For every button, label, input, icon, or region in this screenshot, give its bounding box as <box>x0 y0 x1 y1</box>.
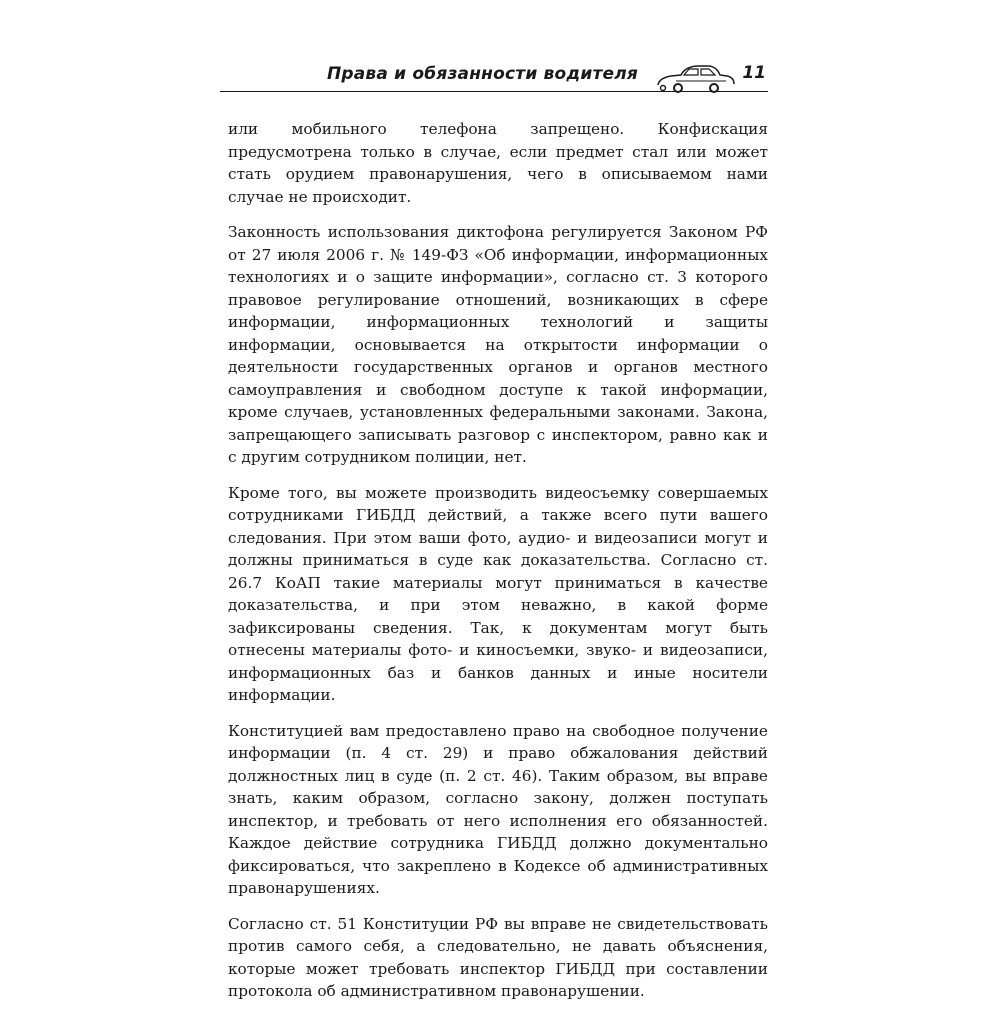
header-title: Права и обязанности водителя <box>326 64 638 84</box>
header-rule <box>220 91 768 92</box>
page-body <box>228 118 768 1016</box>
car-icon <box>656 60 738 100</box>
paragraph: Конституцией вам предоставлено право на свободное получение информации (п. 4 ст. 29) и право обжалования действий должностных лиц в суде (п. 2 ст. 46). Таким образом, вы вправе знать, каким образом, согласно закону, должен поступать инспектор, и требовать от него исполнения его обязанностей. Каждое действие сотрудника ГИБДД должно документально фиксироваться, что закреплено в Кодексе об административных правонарушениях. <box>228 721 768 897</box>
paragraph: или мобильного телефона запрещено. Конфискация предусмотрена только в случае, если предмет стал или может стать орудием правонарушения, чего в описываемом нами случае не происходит. <box>228 120 768 206</box>
page-number: 11 <box>742 63 766 83</box>
paragraph: Кроме того, вы можете производить видеосъемку совершаемых сотрудниками ГИБДД действий, а также всего пути вашего следования. При этом ваши фото, аудио- и видеозаписи могут и должны приниматься в суде как доказательства. Согласно ст. 26.7 КоАП такие материалы могут приниматься в качестве доказательства, и при этом неважно, в какой форме зафиксированы сведения. Так, к документам могут быть отнесены материалы фото- и киносъемки, звуко- и видеозаписи, информационных баз и банков данных и иные носители информации. <box>228 483 768 704</box>
paragraph: Согласно ст. 51 Конституции РФ вы вправе не свидетельствовать против самого себя, а следовательно, не давать объяснения, которые может требовать инспектор ГИБДД при составлении протокола об административном правонарушении. <box>228 914 768 1000</box>
paragraph: Законность использования диктофона регулируется Законом РФ от 27 июля 2006 г. № 149-ФЗ «Об информации, информационных технологиях и о защите информации», согласно ст. 3 которого правовое регулирование отношений, возникающих в сфере информации, информационных технологий и защиты информации, основывается на открытости информации о деятельности государственных органов и органов местного самоуправления и свободном доступе к такой информации, кроме случаев, установленных федеральными законами. Закона, запрещающего записывать разговор с инспектором, равно как и с другим сотрудником полиции, нет. <box>228 223 768 466</box>
running-header <box>220 60 768 96</box>
